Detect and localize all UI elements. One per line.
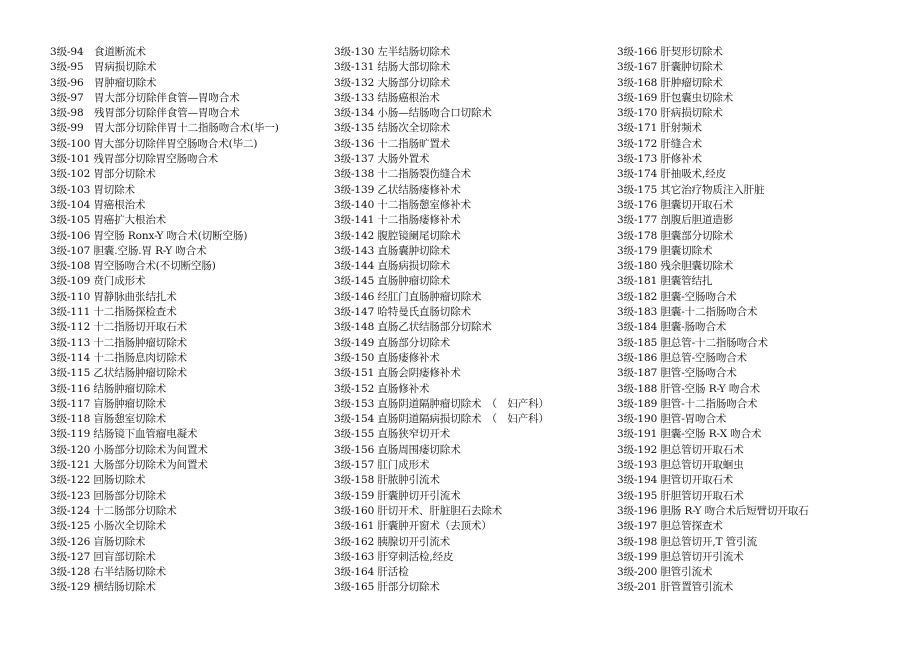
procedure-entry: 3级-185 胆总管-十二指肠吻合术 (617, 336, 768, 349)
procedure-entry: 3级-137 大肠外置术 (334, 153, 430, 166)
procedure-entry: 3级-197 胆总管探查术 (617, 520, 723, 533)
procedure-entry: 3级-184 胆囊-肠吻合术 (617, 321, 727, 334)
procedure-entry: 3级-140 十二指肠憩室修补术 (334, 198, 472, 211)
procedure-entry: 3级-131 结肠大部切除术 (334, 61, 451, 74)
procedure-entry: 3级-127 回盲部切除术 (50, 550, 156, 563)
procedure-entry: 3级-163 肝穿刺活检,经皮 (334, 550, 454, 563)
procedure-entry: 3级-195 肝胆管切开取石术 (617, 489, 744, 502)
procedure-entry: 3级-176 胆囊切开取石术 (617, 198, 734, 211)
procedure-entry: 3级-108 胃空肠吻合术(不切断空肠) (50, 260, 216, 273)
procedure-entry: 3级-190 胆管-胃吻合术 (617, 413, 727, 426)
procedure-entry: 3级-179 胆囊切除术 (617, 244, 713, 257)
procedure-entry: 3级-128 右半结肠切除术 (50, 566, 167, 579)
procedure-entry: 3级-152 直肠修补术 (334, 382, 430, 395)
procedure-entry: 3级-117 盲肠肿瘤切除术 (50, 397, 167, 410)
procedure-entry: 3级-167 肝囊肿切除术 (617, 61, 723, 74)
procedure-entry: 3级-116 结肠肿瘤切除术 (50, 382, 167, 395)
procedure-entry: 3级-143 直肠囊肿切除术 (334, 244, 451, 257)
procedure-entry: 3级-98 残胃部分切除伴食管—胃吻合术 (50, 107, 240, 120)
procedure-entry: 3级-118 盲肠憩室切除术 (50, 413, 167, 426)
procedure-entry: 3级-200 胆管引流术 (617, 566, 713, 579)
procedure-entry: 3级-133 结肠癌根治术 (334, 91, 440, 104)
procedure-entry: 3级-94 食道断流术 (50, 46, 146, 58)
procedure-entry: 3级-136 十二指肠旷置术 (334, 137, 451, 150)
procedure-entry: 3级-112 十二指肠切开取石术 (50, 321, 188, 334)
procedure-entry: 3级-194 胆管切开取石术 (617, 474, 734, 487)
procedure-entry: 3级-178 胆囊部分切除术 (617, 229, 734, 242)
procedure-entry: 3级-142 腹腔镜阑尾切除术 (334, 229, 461, 242)
procedure-entry: 3级-160 肝切开术、肝脏胆石去除术 (334, 504, 503, 517)
procedure-entry: 3级-126 盲肠切除术 (50, 535, 146, 548)
procedure-entry: 3级-99 胃大部分切除伴胃十二指肠吻合术(毕一) (50, 122, 279, 135)
procedure-entry: 3级-104 胃癌根治术 (50, 198, 146, 211)
procedure-entry: 3级-162 胰腺切开引流术 (334, 535, 451, 548)
procedure-entry: 3级-102 胃部分切除术 (50, 168, 156, 181)
procedure-entry: 3级-101 残胃部分切除胃空肠吻合术 (50, 153, 219, 166)
procedure-entry: 3级-100 胃大部分切除伴胃空肠吻合术(毕二) (50, 137, 258, 150)
procedure-entry: 3级-182 胆囊-空肠吻合术 (617, 290, 737, 303)
procedure-entry: 3级-151 直肠会阴瘘修补术 (334, 367, 461, 380)
procedure-entry: 3级-113 十二指肠肿瘤切除术 (50, 336, 188, 349)
procedure-entry: 3级-169 肝包囊虫切除术 (617, 91, 734, 104)
procedure-entry: 3级-156 直肠周围瘘切除术 (334, 443, 461, 456)
procedure-entry: 3级-180 残余胆囊切除术 (617, 260, 734, 273)
procedure-entry: 3级-130 左半结肠切除术 (334, 46, 451, 58)
procedure-entry: 3级-106 胃空肠 Ronx-Y 吻合术(切断空肠) (50, 229, 248, 242)
procedure-entry: 3级-110 胃静脉曲张结扎术 (50, 290, 177, 303)
procedure-entry: 3级-157 肛门成形术 (334, 459, 430, 472)
procedure-entry: 3级-123 回肠部分切除术 (50, 489, 167, 502)
procedure-column-1 (50, 45, 279, 596)
procedure-entry: 3级-201 肝管置管引流术 (617, 581, 734, 594)
procedure-entry: 3级-121 大肠部分切除术为间置术 (50, 459, 208, 472)
procedure-entry: 3级-181 胆囊管结扎 (617, 275, 713, 288)
procedure-column-2 (334, 45, 549, 596)
procedure-entry: 3级-161 肝囊肿开窗术（去顶术） (334, 520, 492, 533)
procedure-entry: 3级-135 结肠次全切除术 (334, 122, 451, 135)
procedure-entry: 3级-199 胆总管切开引流术 (617, 550, 744, 563)
procedure-entry: 3级-192 胆总管切开取石术 (617, 443, 744, 456)
procedure-entry: 3级-111 十二指肠探检查术 (50, 306, 177, 319)
procedure-entry: 3级-198 胆总管切开,T 管引流 (617, 535, 757, 548)
procedure-entry: 3级-172 肝缝合术 (617, 137, 703, 150)
procedure-entry: 3级-107 胆囊.空肠.胃 R-Y 吻合术 (50, 244, 207, 257)
procedure-entry: 3级-96 胃肿瘤切除术 (50, 76, 157, 89)
procedure-entry: 3级-129 横结肠切除术 (50, 581, 156, 594)
procedure-entry: 3级-120 小肠部分切除术为间置术 (50, 443, 208, 456)
procedure-entry: 3级-153 直肠阴道隔肿瘤切除术 （ 妇产科） (334, 397, 549, 410)
procedure-entry: 3级-175 其它治疗物质注入肝脏 (617, 183, 765, 196)
procedure-entry: 3级-155 直肠狭窄切开术 (334, 428, 451, 441)
procedure-entry: 3级-149 直肠部分切除术 (334, 336, 451, 349)
procedure-entry: 3级-193 胆总管切开取蛔虫 (617, 459, 744, 472)
procedure-entry: 3级-158 肝脓肿引流术 (334, 474, 440, 487)
procedure-entry: 3级-186 胆总管-空肠吻合术 (617, 351, 748, 364)
procedure-entry: 3级-154 直肠阴道隔病损切除术 （ 妇产科） (334, 413, 549, 426)
procedure-entry: 3级-95 胃病损切除术 (50, 61, 157, 74)
procedure-entry: 3级-189 胆管-十二指肠吻合术 (617, 397, 758, 410)
procedure-entry: 3级-139 乙状结肠瘘修补术 (334, 183, 461, 196)
procedure-entry: 3级-188 肝管-空肠 R-Y 吻合术 (617, 382, 761, 395)
procedure-entry: 3级-115 乙状结肠肿瘤切除术 (50, 367, 188, 380)
procedure-column-3 (617, 45, 809, 596)
procedure-entry: 3级-138 十二指肠裂伤缝合术 (334, 168, 472, 181)
procedure-entry: 3级-109 贲门成形术 (50, 275, 146, 288)
procedure-entry: 3级-97 胃大部分切除伴食管—胃吻合术 (50, 91, 240, 104)
procedure-entry: 3级-183 胆囊-十二指肠吻合术 (617, 306, 758, 319)
procedure-entry: 3级-165 肝部分切除术 (334, 581, 440, 594)
procedure-entry: 3级-164 肝活检 (334, 566, 409, 579)
procedure-entry: 3级-148 直肠乙状结肠部分切除术 (334, 321, 492, 334)
procedure-entry: 3级-147 哈特曼氏直肠切除术 (334, 306, 472, 319)
procedure-entry: 3级-122 回肠切除术 (50, 474, 146, 487)
procedure-entry: 3级-170 肝病损切除术 (617, 107, 723, 120)
procedure-entry: 3级-124 十二肠部分切除术 (50, 504, 177, 517)
procedure-entry: 3级-191 胆囊-空肠 R-X 吻合术 (617, 428, 762, 441)
procedure-entry: 3级-132 大肠部分切除术 (334, 76, 451, 89)
procedure-entry: 3级-105 胃癌扩大根治术 (50, 214, 167, 227)
procedure-entry: 3级-196 胆肠 R-Y 吻合术后短臂切开取石 (617, 504, 809, 517)
procedure-entry: 3级-114 十二指肠息肉切除术 (50, 351, 188, 364)
procedure-entry: 3级-144 直肠病损切除术 (334, 260, 451, 273)
procedure-entry: 3级-166 肝契形切除术 (617, 46, 723, 58)
procedure-entry: 3级-177 剖腹后胆道造影 (617, 214, 734, 227)
procedure-entry: 3级-174 肝抽吸术,经皮 (617, 168, 727, 181)
procedure-entry: 3级-168 肝肿瘤切除术 (617, 76, 723, 89)
procedure-entry: 3级-187 胆管-空肠吻合术 (617, 367, 737, 380)
procedure-entry: 3级-171 肝射频术 (617, 122, 703, 135)
procedure-entry: 3级-119 结肠镜下血管瘤电凝术 (50, 428, 198, 441)
procedure-entry: 3级-145 直肠肿瘤切除术 (334, 275, 451, 288)
procedure-entry: 3级-159 肝囊肿切开引流术 (334, 489, 461, 502)
procedure-entry: 3级-125 小肠次全切除术 (50, 520, 167, 533)
procedure-entry: 3级-103 胃切除术 (50, 183, 136, 196)
procedure-entry: 3级-146 经肛门直肠肿瘤切除术 (334, 290, 482, 303)
procedure-entry: 3级-134 小肠—结肠吻合口切除术 (334, 107, 492, 120)
procedure-entry: 3级-173 肝修补术 (617, 153, 703, 166)
procedure-entry: 3级-150 直肠瘘修补术 (334, 351, 440, 364)
procedure-entry: 3级-141 十二指肠瘘修补术 (334, 214, 461, 227)
